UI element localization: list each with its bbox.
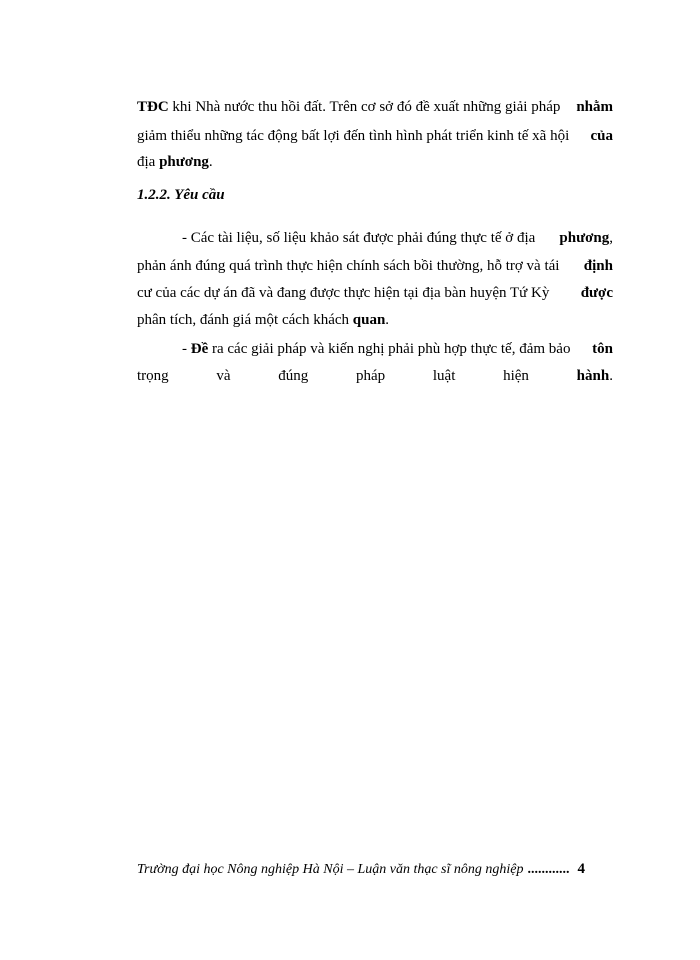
paragraph2-line3 (137, 283, 613, 303)
paragraph2-line1-comma: , (609, 230, 613, 246)
paragraph1-line1-text (137, 97, 560, 117)
word-trong: trọng (137, 368, 169, 384)
paragraph2-line1 (182, 228, 613, 248)
page-footer (137, 861, 585, 878)
word-hien: hiện (503, 368, 529, 384)
paragraph3-line1-text (182, 339, 570, 359)
word-va: và (216, 368, 231, 384)
paragraph3-line1-body: ra các giải pháp và kiến nghị phải phù hợp thực tế, đảm bảo (208, 341, 571, 357)
paragraph1-line3-text-a: địa (137, 154, 160, 170)
paragraph3-dash: - (182, 341, 191, 357)
word-dinh: định (583, 258, 613, 274)
word-phuong-1: phương (159, 154, 209, 170)
word-phuong-2: phương (559, 230, 610, 246)
section-heading: 1.2.2. Yêu cầu (137, 187, 225, 203)
paragraph3-line2-period: . (609, 368, 613, 384)
word-cua: của (590, 128, 613, 144)
paragraph1-line2 (137, 126, 613, 146)
page-number: 4 (577, 861, 585, 877)
paragraph2-line2 (137, 256, 613, 276)
paragraph2-line3-body: cư của các dự án đã và đang được thực hiện tại địa bàn huyện Tứ Kỳ (137, 285, 550, 301)
paragraph1-line1-body: khi Nhà nước thu hồi đất. Trên cơ sở đó đề xuất những giải pháp (168, 99, 561, 115)
paragraph3-line1 (182, 339, 613, 359)
word-nham: nhằm (576, 99, 613, 115)
paragraph3-line2-end (577, 366, 613, 386)
word-de: Đề (190, 341, 209, 357)
word-dung: đúng (278, 368, 309, 384)
footer-dots: ............ (527, 862, 570, 877)
word-ton: tôn (592, 341, 613, 357)
word-phap: pháp (356, 368, 386, 384)
paragraph1-line3 (137, 152, 613, 172)
paragraph2-line2-body: phản ánh đúng quá trình thực hiện chính sách bồi thường, hỗ trợ và tái (137, 258, 560, 274)
paragraph1-line1 (137, 97, 613, 117)
tdc-abbrev: TĐC (137, 99, 169, 115)
footer-text: Trường đại học Nông nghiệp Hà Nội – Luận văn thạc sĩ nông nghiệp (137, 862, 524, 877)
paragraph2-line4-body: phân tích, đánh giá một cách khách (137, 312, 353, 328)
word-duoc: được (580, 285, 613, 301)
paragraph3-line2 (137, 366, 613, 386)
paragraph1-line2-body: giảm thiểu những tác động bất lợi đến tình hình phát triển kinh tế xã hội (137, 128, 570, 144)
paragraph2-line4-period: . (385, 312, 390, 328)
paragraph2-line1-end (559, 228, 613, 248)
word-quan: quan (352, 312, 386, 328)
paragraph1-line3-text-b: . (208, 154, 213, 170)
word-luat: luật (432, 368, 456, 384)
paragraph2-line1-body: - Các tài liệu, số liệu khảo sát được phải đúng thực tế ở địa (182, 230, 536, 246)
paragraph2-line4 (137, 310, 613, 330)
word-hanh: hành (576, 368, 610, 384)
